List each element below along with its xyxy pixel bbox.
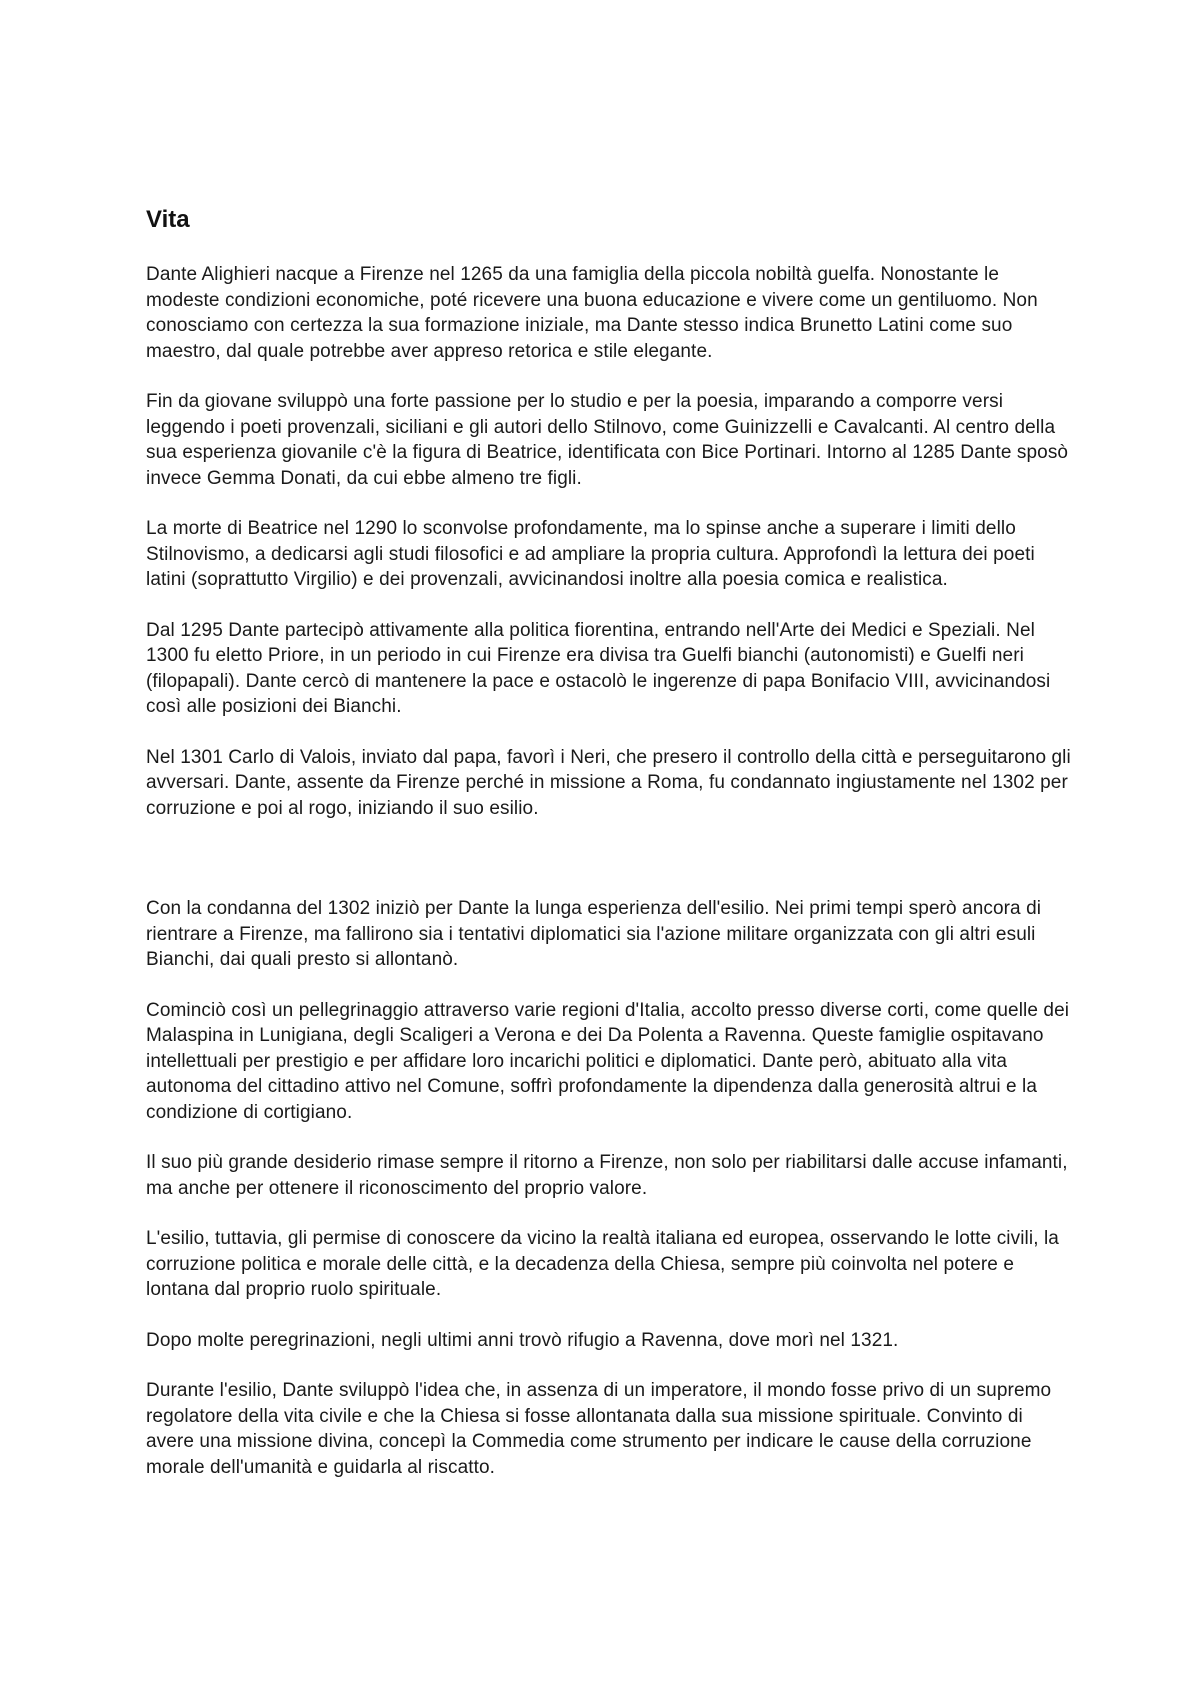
- section-spacer: [146, 846, 1076, 896]
- document-body: [146, 200, 1076, 1505]
- paragraph: L'esilio, tuttavia, gli permise di conoscere da vicino la realtà italiana ed europea, osservando le lotte civili, la corruzione politica e morale delle città, e la decadenza della Chiesa, sempre più coinvolta nel potere e lontana dal proprio ruolo spirituale.: [146, 1228, 1059, 1300]
- paragraph: Nel 1301 Carlo di Valois, inviato dal papa, favorì i Neri, che presero il controllo della città e perseguitarono gli avversari. Dante, assente da Firenze perché in missione a Roma, fu condannato ingiustamente nel 1302 per corruzione e poi al rogo, iniziando il suo esilio.: [146, 746, 1071, 819]
- paragraph: Con la condanna del 1302 iniziò per Dante la lunga esperienza dell'esilio. Nei primi tempi sperò ancora di rientrare a Firenze, ma fallirono sia i tentativi diplomatici sia l'azione militare organizzata con gli altri esuli Bianchi, dai quali presto si allontanò.: [146, 898, 1042, 970]
- paragraph: La morte di Beatrice nel 1290 lo sconvolse profondamente, ma lo spinse anche a superare i limiti dello Stilnovismo, a dedicarsi agli studi filosofici e ad ampliare la propria cultura. Approfondì la lettura dei poeti latini (soprattutto Virgilio) e dei provenzali, avvicinandosi inoltre alla poesia comica e realistica.: [146, 518, 1035, 590]
- paragraph: Fin da giovane sviluppò una forte passione per lo studio e per la poesia, imparando a comporre versi leggendo i poeti provenzali, siciliani e gli autori dello Stilnovo, come Guinizzelli e Cavalcanti. Al centro della sua esperienza giovanile c'è la figura di Beatrice, identificata con Bice Portinari. Intorno al 1285 Dante sposò invece Gemma Donati, da cui ebbe almeno tre figli.: [146, 391, 1069, 489]
- paragraph: Dal 1295 Dante partecipò attivamente alla politica fiorentina, entrando nell'Arte dei Medici e Speziali. Nel 1300 fu eletto Priore, in un periodo in cui Firenze era divisa tra Guelfi bianchi (autonomisti) e Guelfi neri (filopapali). Dante cercò di mantenere la pace e ostacolò le ingerenze di papa Bonifacio VIII, avvicinandosi così alle posizioni dei Bianchi.: [146, 619, 1051, 717]
- paragraph: Dopo molte peregrinazioni, negli ultimi anni trovò rifugio a Ravenna, dove morì nel 1321.: [146, 1329, 899, 1351]
- paragraph: Il suo più grande desiderio rimase sempre il ritorno a Firenze, non solo per riabilitarsi dalle accuse infamanti, ma anche per ottenere il riconoscimento del proprio valore.: [146, 1152, 1068, 1199]
- paragraph: Cominciò così un pellegrinaggio attraverso varie regioni d'Italia, accolto presso diverse corti, come quelle dei Malaspina in Lunigiana, degli Scaligeri a Verona e dei Da Polenta a Ravenna. Queste famiglie ospitavano intellettuali per prestigio e per affidare loro incarichi politici e diplomatici. Dante però, abituato alla vita autonoma del cittadino attivo nel Comune, soffrì profondamente la dipendenza dalla generosità altrui e la condizione di cortigiano.: [146, 999, 1070, 1123]
- paragraph: Dante Alighieri nacque a Firenze nel 1265 da una famiglia della piccola nobiltà guelfa. Nonostante le modeste condizioni economiche, poté ricevere una buona educazione e vivere come un gentiluomo. Non conosciamo con certezza la sua formazione iniziale, ma Dante stesso indica Brunetto Latini come suo maestro, dal quale potrebbe aver appreso retorica e stile elegante.: [146, 264, 1038, 362]
- page-title: Vita: [146, 206, 190, 233]
- paragraph: Durante l'esilio, Dante sviluppò l'idea che, in assenza di un imperatore, il mondo fosse privo di un supremo regolatore della vita civile e che la Chiesa si fosse allontanata dalla sua missione spirituale. Convinto di avere una missione divina, concepì la Commedia come strumento per indicare le cause della corruzione morale dell'umanità e guidarla al riscatto.: [146, 1380, 1052, 1478]
